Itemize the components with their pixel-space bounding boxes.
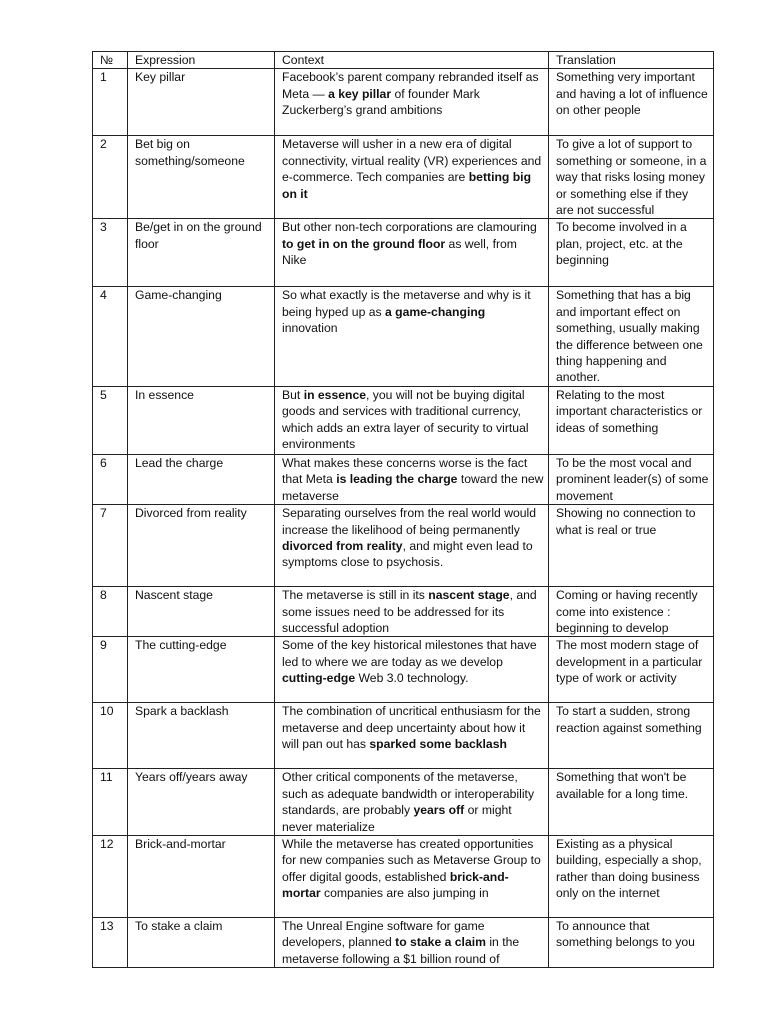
context-text: The Unreal Engine software for game developers, planned — [282, 918, 485, 950]
row-translation: The most modern stage of development in a particular type of work or activity — [549, 637, 714, 703]
table-row — [93, 69, 714, 136]
table-row — [93, 505, 714, 587]
row-context — [275, 386, 549, 454]
row-context — [275, 769, 549, 836]
header-context: Context — [275, 52, 549, 69]
row-expression: Be/get in on the ground floor — [128, 219, 275, 287]
row-expression: Bet big on something/someone — [128, 136, 275, 219]
context-highlight: is leading the charge — [336, 472, 458, 487]
context-text: innovation — [282, 321, 338, 336]
context-text: Facebook’s parent company rebranded itself as Meta — — [282, 70, 539, 101]
context-highlight: a game-changing — [385, 304, 486, 319]
row-context — [275, 454, 549, 504]
row-expression: Divorced from reality — [128, 505, 275, 587]
table-row — [93, 769, 714, 836]
context-highlight: betting big on it — [282, 170, 532, 201]
header-expression: Expression — [128, 52, 275, 69]
row-translation: Showing no connection to what is real or true — [549, 505, 714, 587]
table-row — [93, 136, 714, 219]
table-row — [93, 386, 714, 454]
row-context — [275, 505, 549, 587]
row-context — [275, 287, 549, 386]
row-number: 12 — [93, 835, 128, 917]
row-translation: Something very important and having a lot of influence on other people — [549, 69, 714, 136]
row-translation: To announce that something belongs to you — [549, 917, 714, 967]
context-text: or might never materialize — [282, 803, 512, 834]
table-row — [93, 587, 714, 637]
row-expression: Nascent stage — [128, 587, 275, 637]
row-number: 4 — [93, 287, 128, 386]
context-text: , and some issues need to be addressed for its successful adoption — [282, 588, 537, 635]
row-context — [275, 587, 549, 637]
context-text: But other non-tech corporations are clamouring — [282, 220, 537, 235]
context-text: of founder Mark Zuckerberg’s grand ambitions — [282, 86, 480, 118]
table-row — [93, 287, 714, 386]
row-translation: To start a sudden, strong reaction against something — [549, 703, 714, 769]
table-row — [93, 917, 714, 967]
row-number: 10 — [93, 703, 128, 769]
row-number: 13 — [93, 917, 128, 967]
row-expression: The cutting-edge — [128, 637, 275, 703]
row-number: 9 — [93, 637, 128, 703]
row-number: 7 — [93, 505, 128, 587]
row-number: 8 — [93, 587, 128, 637]
context-text: , and might even lead to symptoms close to psychosis. — [282, 538, 533, 570]
context-text: , you will not be buying digital goods and services with traditional currency, which adds an extra layer of security to virtual environments — [282, 387, 529, 452]
context-text: Some of the key historical milestones that have led to where we are today as we develop — [282, 638, 537, 669]
table-row — [93, 835, 714, 917]
context-highlight: nascent stage — [428, 588, 510, 603]
header-number: № — [93, 52, 128, 69]
row-translation: Coming or having recently come into existence : beginning to develop — [549, 587, 714, 637]
row-context — [275, 69, 549, 136]
context-highlight: divorced from reality — [282, 538, 403, 553]
context-highlight: brick-and-mortar — [282, 869, 509, 901]
context-text: What makes these concerns worse is the fact that Meta — [282, 455, 528, 487]
context-highlight: sparked some backlash — [369, 737, 507, 752]
row-expression: To stake a claim — [128, 917, 275, 967]
row-context — [275, 637, 549, 703]
row-translation: To be the most vocal and prominent leader(s) of some movement — [549, 454, 714, 504]
header-row — [93, 52, 714, 69]
table-row — [93, 703, 714, 769]
context-text: Metaverse will usher in a new era of digital connectivity, virtual reality (VR) experiences and e-commerce. Tech companies are — [282, 137, 542, 185]
row-context — [275, 136, 549, 219]
row-translation: Relating to the most important characteristics or ideas of something — [549, 386, 714, 454]
context-highlight: in essence — [303, 387, 367, 402]
context-highlight: to stake a claim — [395, 935, 486, 950]
row-context — [275, 917, 549, 967]
context-text: Web 3.0 technology. — [355, 671, 469, 686]
context-text: While the metaverse has created opportunities for new companies such as Metaverse Group to offer digital goods, established — [282, 836, 541, 884]
context-highlight: years off — [413, 803, 465, 818]
context-text: companies are also jumping in — [320, 886, 489, 901]
row-context — [275, 835, 549, 917]
header-translation: Translation — [549, 52, 714, 69]
context-text: The metaverse is still in its — [282, 588, 429, 603]
context-text: But — [282, 387, 304, 402]
row-number: 6 — [93, 454, 128, 504]
row-expression: Lead the charge — [128, 454, 275, 504]
row-translation: To become involved in a plan, project, etc. at the beginning — [549, 219, 714, 287]
row-translation: Existing as a physical building, especially a shop, rather than doing business only on the internet — [549, 835, 714, 917]
row-number: 1 — [93, 69, 128, 136]
table-row — [93, 637, 714, 703]
row-expression: Brick-and-mortar — [128, 835, 275, 917]
row-expression: Spark a backlash — [128, 703, 275, 769]
table-row — [93, 454, 714, 504]
context-text: as well, from Nike — [282, 236, 517, 268]
row-context — [275, 703, 549, 769]
table-row — [93, 219, 714, 287]
row-translation: To give a lot of support to something or someone, in a way that risks losing money or something else if they are not successful — [549, 136, 714, 219]
context-text: The combination of uncritical enthusiasm for the metaverse and deep uncertainty about how it will pan out has — [282, 704, 541, 752]
row-number: 11 — [93, 769, 128, 836]
context-text: Other critical components of the metaverse, such as adequate bandwidth or interoperability standards, are probably — [282, 770, 535, 818]
context-text: in the metaverse following a $1 billion round of — [282, 935, 520, 966]
context-highlight: a key pillar — [328, 86, 392, 101]
row-expression: In essence — [128, 386, 275, 454]
row-number: 5 — [93, 386, 128, 454]
context-highlight: to get in on the ground floor — [282, 236, 446, 251]
vocabulary-table — [92, 51, 714, 968]
row-translation: Something that has a big and important effect on something, usually making the difference between one thing happening and another. — [549, 287, 714, 386]
context-text: Separating ourselves from the real world would increase the likelihood of being permanently — [282, 506, 537, 537]
row-context — [275, 219, 549, 287]
context-highlight: cutting-edge — [282, 671, 356, 686]
row-number: 2 — [93, 136, 128, 219]
context-text: So what exactly is the metaverse and why is it being hyped up as — [282, 288, 531, 319]
row-translation: Something that won't be available for a long time. — [549, 769, 714, 836]
row-expression: Game-changing — [128, 287, 275, 386]
context-text: toward the new metaverse — [282, 472, 544, 503]
row-number: 3 — [93, 219, 128, 287]
row-expression: Years off/years away — [128, 769, 275, 836]
row-expression: Key pillar — [128, 69, 275, 136]
